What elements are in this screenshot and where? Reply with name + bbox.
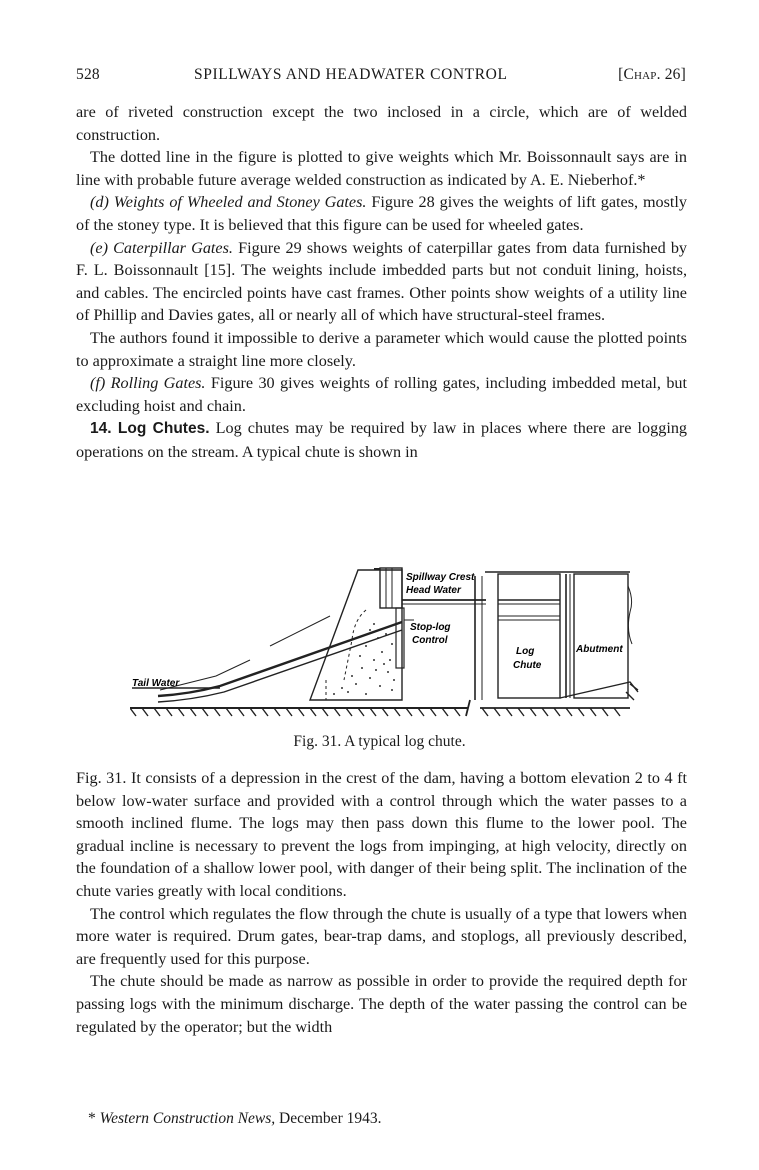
crest-pier (380, 568, 402, 608)
body-text-bottom (76, 767, 687, 1038)
subsection-title: Weights of Wheeled and Stoney Gates. (113, 193, 367, 212)
paragraph: are of riveted construction except the two inclosed in a circle, which are of welded construction. (76, 103, 687, 144)
label-chute: Chute (513, 660, 542, 671)
concrete-stipple (333, 623, 395, 695)
label-tail-water: Tail Water (132, 678, 180, 689)
label-spillway-crest: Spillway Crest (406, 572, 475, 583)
log-chute-drawing (130, 560, 640, 735)
footnote-source: Western Construction News, (99, 1110, 276, 1127)
paragraph: Fig. 31. It consists of a depression in the crest of the dam, having a bottom elevation 2 to 4 ft below low-water surface and provided with a control through which the water passes to a smooth inclined flume. The logs may then pass down this flume to the lower pool. The gradual incline is necessary to prevent the logs from impinging, at high velocity, directly on the foundation of a shallow lower pool, with danger of their being split. The inclination of the chute varies greatly with local conditions. (76, 769, 687, 900)
subsection-title: Caterpillar Gates. (113, 238, 233, 257)
body-text-top (76, 101, 687, 464)
figure-caption: Fig. 31. A typical log chute. (293, 733, 466, 750)
footnote-marker: * (88, 1110, 100, 1127)
log-chute-figure (130, 560, 640, 735)
subsection-label: (d) (90, 193, 109, 212)
subsection-label: (e) (90, 238, 108, 257)
paragraph-rolling-gates (76, 372, 687, 417)
paragraph-text: Figure 28 gives the weights of lift gates, mostly of the stoney type. It is believed that this figure can be used for wheeled gates. (76, 193, 688, 234)
inclined-flume (158, 622, 402, 696)
subsection-label: (f) (90, 374, 106, 393)
paragraph-text: Figure 29 shows weights of caterpillar gates from data furnished by F. L. Boissonnault [15]. The weights include imbedded parts but not conduit lining, hoists, and cables. The encircled points have cast frames. Other points show weights of a utility line of Phillip and Davies gates, all or nearly all of which have structural-steel frames. (76, 238, 688, 325)
paragraph: The control which regulates the flow through the chute is usually of a type that lowers when more water is required. Drum gates, bear-trap dams, and stoplogs, all previously described, are frequently used for this purpose. (76, 904, 687, 968)
footnote-date: December 1943. (275, 1110, 382, 1127)
section-log-chutes (76, 417, 687, 463)
section-heading: 14. Log Chutes. (90, 420, 210, 438)
log-chute-box (498, 574, 560, 698)
paragraph-weights-gates (76, 191, 687, 236)
running-title: SPILLWAYS AND HEADWATER CONTROL (194, 66, 508, 83)
paragraph: The authors found it impossible to derive a parameter which would cause the plotted points to approximate a straight line more closely. (76, 328, 687, 370)
paragraph: The chute should be made as narrow as possible in order to provide the required depth for passing logs with the minimum discharge. The depth of the water passing the control can be regulated by the operator; but the width (76, 972, 687, 1036)
paragraph-text: Figure 30 gives weights of rolling gates, including imbedded metal, but excluding hoist and chain. (76, 374, 687, 415)
page-number: 528 (76, 66, 100, 83)
subsection-title: Rolling Gates. (110, 374, 206, 393)
footnote (88, 1110, 381, 1128)
label-head-water: Head Water (406, 585, 461, 596)
running-header (76, 66, 686, 90)
chapter-label: [Chap. 26] (618, 66, 686, 83)
label-log: Log (516, 646, 535, 657)
label-stop-log: Stop-log (410, 622, 451, 633)
paragraph-caterpillar-gates (76, 237, 687, 327)
paragraph-text: Log chutes may be required by law in places where there are logging operations on the stream. A typical chute is shown in (76, 419, 688, 461)
label-control: Control (412, 635, 448, 646)
paragraph: The dotted line in the figure is plotted to give weights which Mr. Boissonnault says are in line with probable future average welded construction as indicated by A. E. Nieberhof.* (76, 148, 687, 189)
label-abutment: Abutment (576, 644, 623, 655)
abutment-box (574, 574, 628, 698)
ground-hatching-left (130, 708, 460, 716)
